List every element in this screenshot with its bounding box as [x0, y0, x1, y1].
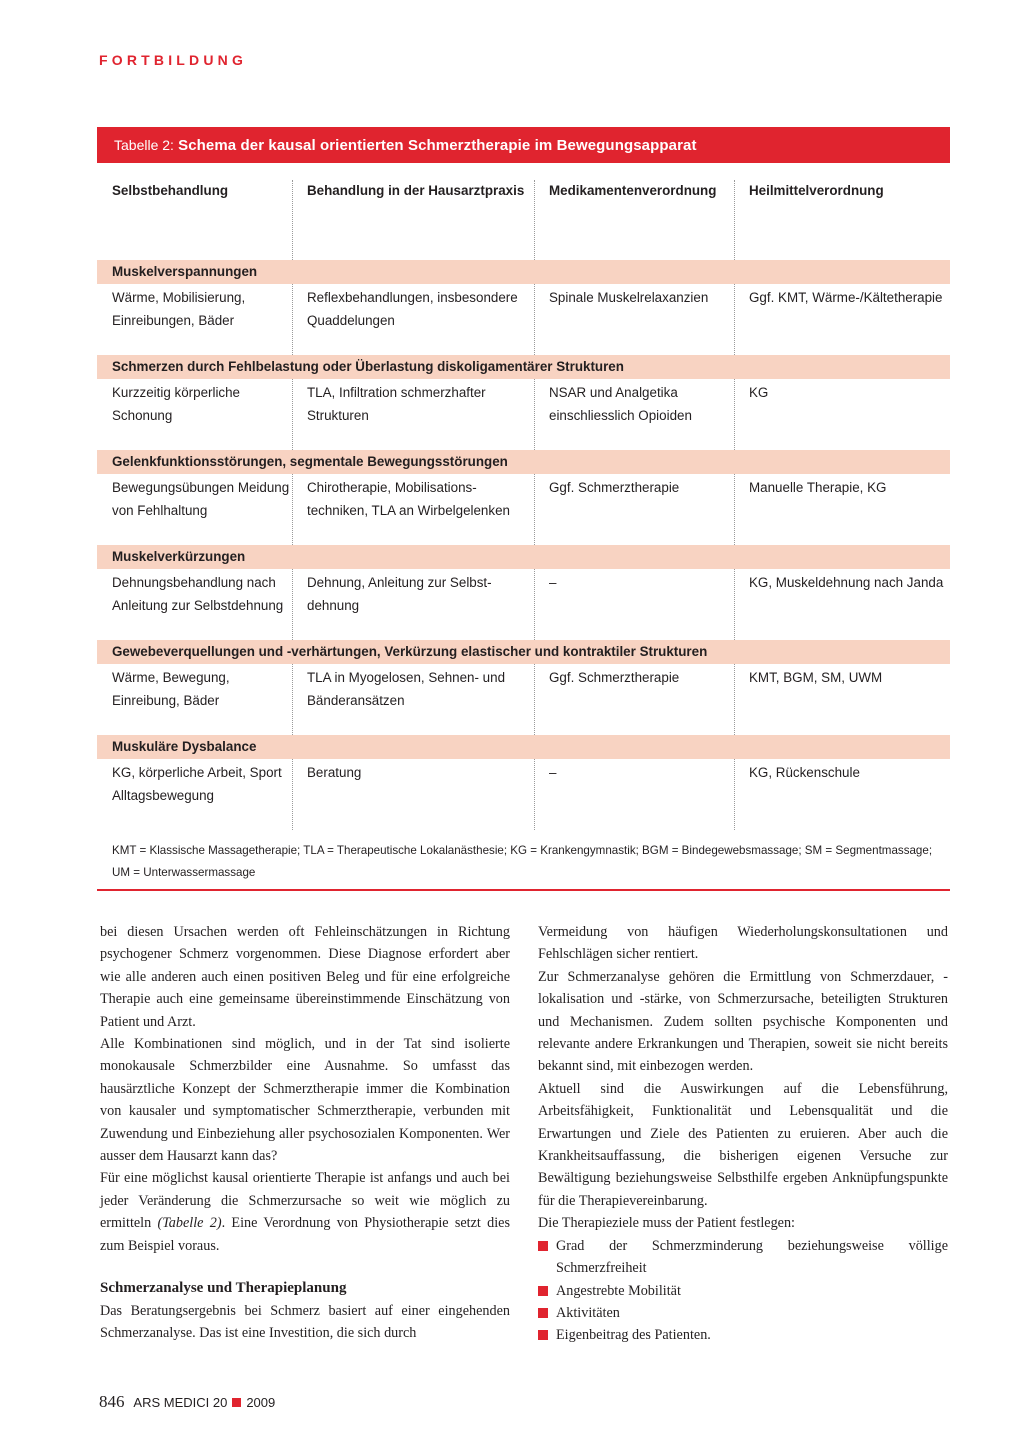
table-cell: KG, Rückenschule: [734, 759, 950, 830]
list-item: [538, 1235, 948, 1280]
square-bullet-icon: [538, 1241, 548, 1251]
table-row: [97, 379, 950, 450]
table-cell: Manuelle Therapie, KG: [734, 474, 950, 545]
table-cell: Wärme, Bewegung, Einreibung, Bäder: [112, 670, 230, 708]
section-label: FORTBILDUNG: [99, 52, 248, 68]
table-cell: –: [534, 569, 734, 640]
table-cell: Kurzzeitig körperliche Schonung: [112, 385, 241, 423]
group-label: Gelenkfunktionsstörungen, segmentale Bewegungsstörungen: [97, 450, 950, 474]
table-2: [97, 127, 950, 891]
list-item: [538, 1324, 948, 1346]
paragraph: Zur Schmerzanalyse gehören die Ermittlung von Schmerzdauer, -lokalisation und -stärke, von Schmerzursache, beteiligten Strukturen und Mechanismen. Zudem sollten psychische Komponenten und relevante andere Erkrankungen und Therapien, soweit sie nicht bereits bekannt sind, mit einbezogen werden.: [538, 968, 948, 1075]
table-cell: Dehnung, Anleitung zur Selbst-dehnung: [292, 569, 534, 640]
table-cell: Chirotherapie, Mobilisations-techniken, TLA an Wirbelgelenken: [292, 474, 534, 545]
body-column-left: [100, 921, 510, 1344]
table-cell: KMT, BGM, SM, UWM: [734, 664, 950, 735]
body-column-right: [538, 921, 948, 1347]
list-item: [538, 1302, 948, 1324]
table-cell: Spinale Muskelrelaxanzien: [534, 284, 734, 355]
table-header-row: [97, 163, 950, 260]
column-header: Medikamentenverordnung: [534, 180, 734, 260]
table-title: Schema der kausal orientierten Schmerztherapie im Bewegungsapparat: [178, 137, 697, 154]
list-item-text: Aktivitäten: [556, 1304, 620, 1321]
table-cell: Wärme, Mobilisierung, Einreibungen, Bäder: [112, 290, 246, 328]
table-cell: KG, Muskeldehnung nach Janda: [734, 569, 950, 640]
list-item-text: Grad der Schmerzminderung beziehungsweise völlige Schmerzfreiheit: [556, 1237, 948, 1277]
square-bullet-icon: [538, 1286, 548, 1296]
group-label: Muskelverkürzungen: [97, 545, 950, 569]
paragraph: Das Beratungsergebnis bei Schmerz basiert auf einer eingehenden Schmerzanalyse. Das ist eine Investition, die sich durch: [100, 1302, 510, 1341]
table-row: [97, 474, 950, 545]
table-bottom-rule: [97, 889, 950, 891]
paragraph: Aktuell sind die Auswirkungen auf die Lebensführung, Arbeitsfähigkeit, Funktionalität und Lebensqualität und die Erwartungen und Ziele des Patienten zu eruieren. Aber auch die Krankheitsauffassung, die bisherigen eigenen Versuche zur Bewältigung beziehungsweise Selbsthilfe ergeben Anknüpfungspunkte für die Therapievereinbarung.: [538, 1080, 948, 1209]
table-cell: NSAR und Analgetika einschliesslich Opioiden: [534, 379, 734, 450]
table-cell: Reflexbehandlungen, insbesondere Quaddelungen: [292, 284, 534, 355]
table-reference: (Tabelle 2): [157, 1215, 222, 1232]
table-cell: KG: [734, 379, 950, 450]
table-row: [97, 569, 950, 640]
page-footer: [99, 1392, 275, 1412]
square-bullet-icon: [538, 1330, 548, 1340]
list-item: [538, 1280, 948, 1302]
table-cell: Bewegungsübungen Meidung von Fehlhaltung: [112, 480, 290, 518]
list-item-text: Eigenbeitrag des Patienten.: [556, 1327, 711, 1344]
table-cell: KG, körperliche Arbeit, Sport Alltagsbewegung: [112, 765, 282, 803]
page-number: 846: [99, 1392, 125, 1411]
table-title-bar: [97, 127, 950, 163]
table-cell: Ggf. KMT, Wärme-/Kältetherapie: [734, 284, 950, 355]
column-header: Selbstbehandlung: [112, 183, 229, 198]
table-row: [97, 284, 950, 355]
column-header: Heilmittelverordnung: [734, 180, 950, 260]
square-separator-icon: [232, 1398, 241, 1407]
list-item-text: Angestrebte Mobilität: [556, 1282, 681, 1299]
table-cell: Ggf. Schmerztherapie: [534, 664, 734, 735]
square-bullet-icon: [538, 1308, 548, 1318]
table-row: [97, 664, 950, 735]
paragraph-text: . Eine Verordnung von Physiotherapie setzt dies zum Beispiel voraus.: [100, 1215, 510, 1254]
column-header: Behandlung in der Hausarztpraxis: [292, 180, 534, 260]
table-cell: TLA in Myogelosen, Sehnen- und Bänderansätzen: [292, 664, 534, 735]
table-number: Tabelle 2:: [114, 137, 174, 153]
paragraph: bei diesen Ursachen werden oft Fehleinschätzungen in Richtung psychogener Schmerz vorgenommen. Diese Diagnose erfordert aber wie alle anderen auch einen positiven Beleg und für eine erfolgreiche Therapie auch eine gemeinsame übereinstimmende Einschätzung von Patient und Arzt.: [100, 924, 510, 1030]
paragraph: [100, 1167, 510, 1257]
table-cell: Ggf. Schmerztherapie: [534, 474, 734, 545]
group-label: Gewebeverquellungen und -verhärtungen, Verkürzung elastischer und kontraktiler Strukturen: [97, 640, 950, 664]
group-label: Schmerzen durch Fehlbelastung oder Überlastung diskoligamentärer Strukturen: [97, 355, 950, 379]
paragraph: Alle Kombinationen sind möglich, und in der Tat sind isolierte monokausale Schmerzbilder eine Ausnahme. So umfasst das hausärztliche Konzept der Schmerztherapie immer die Kombination von kausaler und symptomatischer Schmerztherapie, verbunden mit Zuwendung und Einbeziehung aller psychosozialen Komponenten. Wer ausser dem Hausarzt kann das?: [100, 1036, 510, 1165]
group-label: Muskelverspannungen: [97, 260, 950, 284]
table-row: [97, 759, 950, 830]
table-cell: TLA, Infiltration schmerzhafter Strukturen: [292, 379, 534, 450]
table-cell: Beratung: [292, 759, 534, 830]
table-cell: Dehnungsbehandlung nach Anleitung zur Selbstdehnung: [112, 575, 284, 613]
journal-name: ARS MEDICI 20: [133, 1395, 228, 1410]
table-cell: –: [534, 759, 734, 830]
table-legend: KMT = Klassische Massagetherapie; TLA = Therapeutische Lokalanästhesie; KG = Krankengymnastik; BGM = Bindegewebsmassage; SM = Segmentmassage; UM = Unterwassermassage: [112, 844, 933, 879]
paragraph: Vermeidung von häufigen Wiederholungskonsultationen und Fehlschlägen sicher rentiert.: [538, 924, 948, 963]
section-heading: Schmerzanalyse und Therapieplanung: [100, 1280, 347, 1297]
journal-year: 2009: [246, 1395, 276, 1410]
group-label: Muskuläre Dysbalance: [97, 735, 950, 759]
paragraph-text: Für eine möglichst kausal orientierte Therapie ist anfangs und auch bei jeder Veränderung die Schmerzursache so weit wie möglich zu ermitteln: [100, 1170, 510, 1232]
paragraph: Die Therapieziele muss der Patient festlegen:: [538, 1215, 795, 1232]
bullet-list: [538, 1235, 948, 1347]
